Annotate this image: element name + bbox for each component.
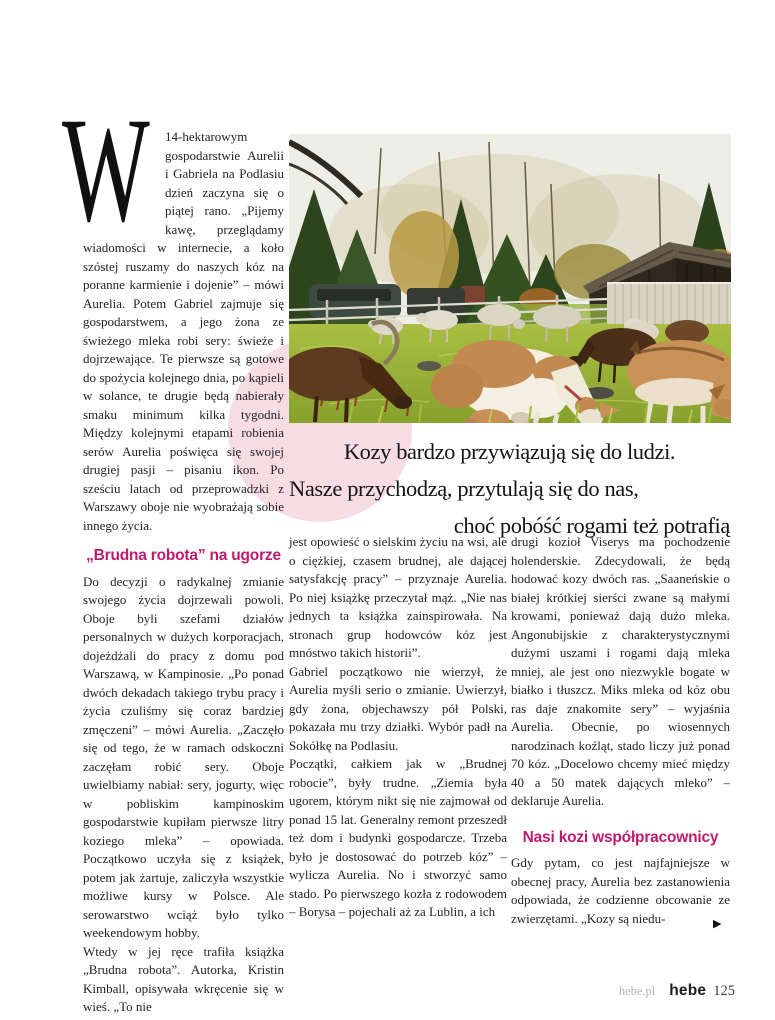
pull-quote-line: Kozy bardzo przywiązują się do ludzi. (343, 439, 676, 464)
magazine-logo: hebe (669, 982, 707, 999)
body-paragraph: Gdy pytam, co jest najfajniejsze w obecnej pracy, Aurelia bez zastanowienia odpowiada, że codzienne obcowanie ze zwierzętami. „Kozy są niedu- (511, 855, 730, 926)
section-heading-wspolpracownicy: Nasi kozi współpracownicy (522, 828, 719, 846)
column-right (511, 533, 730, 928)
intro-paragraph: W 14-hektarowym gospodarstwie Aurelii i Gabriela na Podlasiu dzień zaczyna się o piątej rano. „Pijemy kawę, przeglądamy wiadomości w internecie, a koło szóstej ruszamy do naszych kóz na poranne karmienie i dojenie” – mówi Aurelia. Potem Gabriel zajmuje się gospodarstwem, a jego żona ze świeżego mleka robi sery: świeże i dojrzewające. Te pierwsze są gotowe do spożycia kolejnego dnia, po kąpieli w solance, te drugie będą nabierały smaku minimum kilka tygodni. Między kolejnymi etapami robienia serów Aurelia poświęca się swojej drugiej pasji – pisaniu ikon. Po sześciu latach od przeprowadzki z Warszawy oboje nie wyobrażają sobie innego życia. (62, 87, 284, 533)
footer-site-url: hebe.pl (618, 984, 656, 998)
body-paragraph: Do decyzji o radykalnej zmianie swojego życia dojrzewali powoli. Oboje byli szefami działów personalnych w dużych korporacjach, dojeżdżali do pracy z domu pod Warszawą, w Kampinosie. „Po ponad dwóch dekadach takiego trybu pracy i życia czuliśmy się coraz bardziej zmęczeni” – mówi Aurelia. „Zaczęło się od tego, że w ramach odskoczni zaczęłam robić sery. Oboje uwielbiamy nabiał: sery, jogurty, więc w pobliskim kampinoskim gospodarstwie kupiłam pierwsze litry koziego mleka” – opowiada. Początkowo uczyła się z książek, potem jak żartuje, zaliczyła wszystkie możliwe kursy w Polsce. Ale serowarstwo wciąż było tylko weekendowym hobby. (83, 573, 284, 941)
body-paragraph: Początki, całkiem jak w „Brudnej robocie”, były trudne. „Ziemia była ugorem, którym nikt się nie zajmował od ponad 15 lat. Generalny remont przeszedł też dom i budynki gospodarcze. Trzeba było je dostosować do potrzeb kóz” – wylicza Aurelia. No i stworzyć samo stado. Po pierwszego kozła z rodowodem – Borysa – pojechali aż za Lublin, a ich (289, 756, 507, 919)
body-paragraph: Gabriel początkowo nie wierzył, że Aurelia myśli serio o zmianie. Uwierzył, gdy żona, objechawszy pół Polski, pokazała mu trzy działki. Wybór padł na Sokółkę na Podlasiu. (289, 663, 507, 753)
pull-quote-line: Nasze przychodzą, przytulają się do nas, (289, 476, 639, 501)
pull-quote-line: choć pobóść rogami też potrafią (453, 513, 730, 538)
page-number: 125 (713, 983, 735, 999)
goats-grazing-illustration (289, 134, 731, 423)
section-heading-brudna-robota: „Brudna robota” na ugorze (86, 547, 281, 564)
footer-brand-group (669, 982, 735, 1000)
drop-cap: W (62, 87, 150, 253)
continuation-arrow-icon: ▶ (713, 917, 722, 930)
body-paragraph: Wtedy w jej ręce trafiła książka „Brudna robota”. Autorka, Kristin Kimball, opisywała wkręcenie się w wieś. „To nie (83, 943, 284, 1015)
column-middle (289, 533, 507, 922)
column-left (62, 87, 284, 1017)
farm-photo (289, 134, 731, 423)
body-paragraph: jest opowieść o sielskim życiu na wsi, ale o ciężkiej, czasem brudnej, ale dającej satysfakcję pracy” – przyznaje Aurelia. Po niej książkę przeczytał mąż. „Nie nas jednych ta książka zainspirowała. Na stronach grup hodowców kóz jest mnóstwo takich historii”. (289, 534, 507, 660)
pull-quote (289, 433, 730, 544)
body-paragraph: drugi kozioł Viserys ma pochodzenie holenderskie. Zdecydowali, że będą hodować kozy dwóch ras. „Saaneńskie o białej krótkiej sierści zwane są małymi krowami, ponieważ dają dużo mleka. Angonubijskie z charakterystycznymi dużymi uszami i rogami dają mleka mniej, ale jest ono niezwykle bogate w białko i tłuszcz. Miks mleka od kóz obu ras daje znakomite sery” – wyjaśnia Aurelia. Obecnie, po wiosennych narodzinach koźląt, stado liczy już ponad 70 kóz. „Docelowo chcemy mieć między 40 a 50 matek dających mleko” – deklaruje Aurelia. (511, 534, 730, 808)
page-footer (619, 982, 735, 1000)
